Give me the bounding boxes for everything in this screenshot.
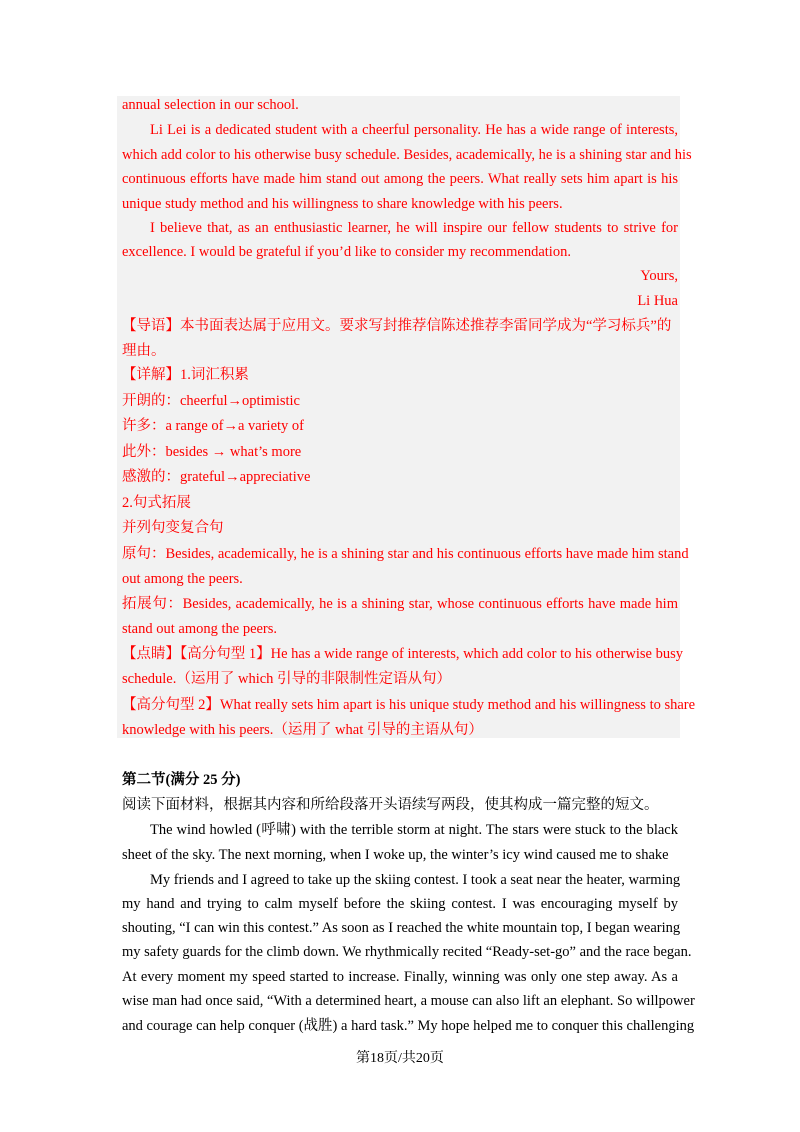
highlight-sentence: schedule.（运用了 which 引导的非限制性定语从句） [122,671,452,687]
letter-line: unique study method and his willingness to share knowledge with his peers. [122,196,563,212]
passage-line: At every moment my speed started to increase. Finally, winning was only one step away. As a [122,969,678,985]
highlight-sentence: 【高分句型 2】What really sets him apart is his unique study method and his willingness to share [122,697,696,713]
expanded-sentence: 拓展句：Besides, academically, he is a shining star, whose continuous efforts have made him [122,596,678,612]
passage-line: and courage can help conquer (战胜) a hard task.” My hope helped me to conquer this challenging [122,1018,695,1034]
passage-line: my hand and trying to calm myself before the skiing contest. I was encouraging myself by [122,896,678,912]
letter-signature: Li Hua [637,293,678,309]
passage-line: sheet of the sky. The next morning, when I woke up, the winter’s icy wind caused me to shake [122,847,669,863]
passage-line: The wind howled (呼啸) with the terrible storm at night. The stars were stuck to the black [150,822,678,838]
guide-line: 【导语】本书面表达属于应用文。要求写封推荐信陈述推荐李雷同学成为“学习标兵”的 [122,318,672,334]
guide-line: 理由。 [122,343,166,359]
sentence-subtitle: 并列句变复合句 [122,520,224,536]
sentence-title: 2.句式拓展 [122,495,191,511]
letter-line: annual selection in our school. [122,97,299,113]
passage-line: My friends and I agreed to take up the skiing contest. I took a seat near the heater, warming [150,872,681,888]
original-sentence: out among the peers. [122,571,243,587]
letter-line: Li Lei is a dedicated student with a cheerful personality. He has a wide range of interests, [150,122,678,138]
letter-line: continuous efforts have made him stand out among the peers. What really sets him apart is his [122,171,678,187]
passage-line: shouting, “I can win this contest.” As soon as I reached the white mountain top, I began wearing [122,920,681,936]
letter-closing: Yours, [640,268,678,284]
letter-line: which add color to his otherwise busy schedule. Besides, academically, he is a shining star and his [122,147,692,163]
vocab-item: 感激的：grateful→appreciative [122,469,311,485]
vocab-item: 开朗的：cheerful→optimistic [122,393,300,409]
vocab-item: 许多：a range of→a variety of [122,418,304,434]
detail-title: 【详解】1.词汇积累 [122,367,249,383]
passage-line: wise man had once said, “With a determined heart, a mouse can also lift an elephant. So willpower [122,993,695,1009]
expanded-sentence: stand out among the peers. [122,621,278,637]
letter-line: I believe that, as an enthusiastic learner, he will inspire our fellow students to strive for [150,220,678,236]
passage-line: my safety guards for the climb down. We rhythmically recited “Ready-set-go” and the race began. [122,944,692,960]
highlight-sentence: knowledge with his peers.（运用了 what 引导的主语从句） [122,722,483,738]
page-number: 第18页/共20页 [356,1051,444,1066]
section-heading: 第二节(满分 25 分) [122,772,241,788]
section-instruction: 阅读下面材料，根据其内容和所给段落开头语续写两段，使其构成一篇完整的短文。 [122,797,659,813]
original-sentence: 原句：Besides, academically, he is a shining star and his continuous efforts have made him stand [122,546,689,562]
letter-line: excellence. I would be grateful if you’d like to consider my recommendation. [122,244,571,260]
vocab-item: 此外：besides → what’s more [122,444,302,460]
highlight-sentence: 【点睛】【高分句型 1】He has a wide range of interests, which add color to his otherwise busy [122,646,683,662]
